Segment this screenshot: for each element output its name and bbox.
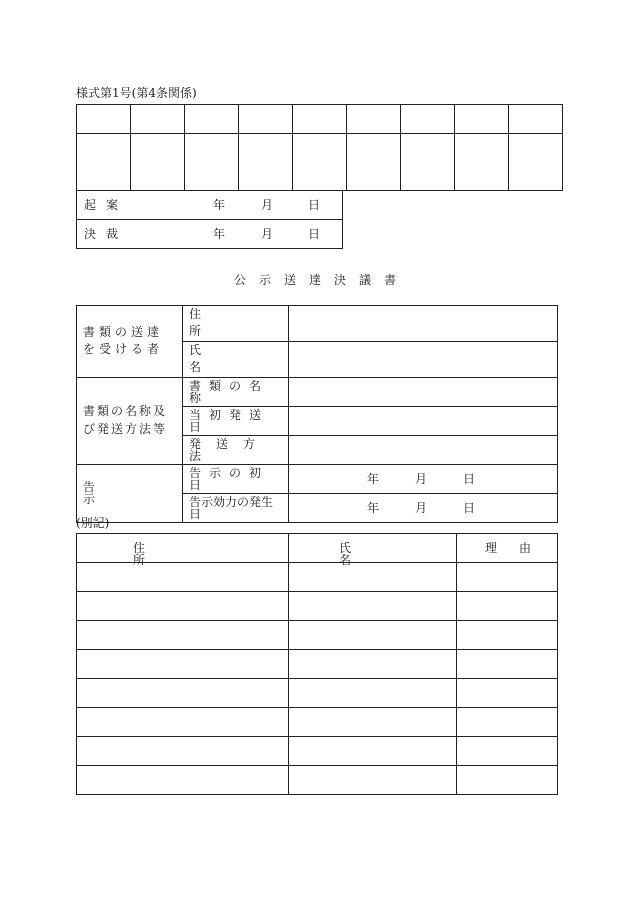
send-method-input[interactable] xyxy=(289,435,558,464)
stamp-cell[interactable] xyxy=(293,134,347,191)
stamp-cell[interactable] xyxy=(347,105,401,134)
stamp-cell[interactable] xyxy=(77,105,131,134)
name-cell[interactable] xyxy=(289,708,457,737)
name-cell[interactable] xyxy=(289,737,457,766)
notice-group-label: 告示 xyxy=(83,480,166,507)
address-cell[interactable] xyxy=(77,621,289,650)
reason-cell[interactable] xyxy=(457,766,558,795)
table-row xyxy=(77,592,558,621)
stamp-cell[interactable] xyxy=(239,134,293,191)
reason-cell[interactable] xyxy=(457,650,558,679)
stamp-cell[interactable] xyxy=(77,134,131,191)
recipient-group-cell xyxy=(77,306,183,378)
document-title: 公示送達決議書 xyxy=(233,273,409,287)
appendix-table xyxy=(76,533,558,795)
stamp-cell[interactable] xyxy=(131,105,185,134)
address-cell[interactable] xyxy=(77,766,289,795)
day-unit: 日 xyxy=(463,471,476,486)
header-address: 住所 xyxy=(77,534,289,563)
reason-cell[interactable] xyxy=(457,621,558,650)
approval-stamp-grid xyxy=(76,104,563,191)
address-cell[interactable] xyxy=(77,679,289,708)
table-row xyxy=(77,621,558,650)
table-row xyxy=(77,679,558,708)
stamp-cell[interactable] xyxy=(401,134,455,191)
address-cell[interactable] xyxy=(77,592,289,621)
notice-first-label: 告示の初日 xyxy=(189,465,270,492)
table-row xyxy=(77,737,558,766)
table-row xyxy=(77,766,558,795)
header-name: 氏名 xyxy=(289,534,457,563)
document-group-label: 書類の名称及び発送方法等 xyxy=(83,404,168,436)
table-row xyxy=(77,650,558,679)
send-method-label-cell xyxy=(183,435,289,464)
first-sent-label: 当初発送日 xyxy=(189,407,270,434)
name-cell[interactable] xyxy=(289,621,457,650)
stamp-cell[interactable] xyxy=(131,134,185,191)
year-unit: 年 xyxy=(367,471,380,486)
day-unit: 日 xyxy=(308,198,321,212)
recipient-group-label: 書類の送達を受ける者 xyxy=(83,324,164,357)
address-label-cell xyxy=(183,306,289,342)
address-cell[interactable] xyxy=(77,708,289,737)
decision-date-row[interactable] xyxy=(77,220,343,249)
stamp-cell[interactable] xyxy=(347,134,401,191)
reason-cell[interactable] xyxy=(457,679,558,708)
table-row xyxy=(77,708,558,737)
reason-cell[interactable] xyxy=(457,737,558,766)
draft-label: 起案 xyxy=(84,198,129,212)
name-cell[interactable] xyxy=(289,592,457,621)
reason-cell[interactable] xyxy=(457,708,558,737)
address-input[interactable] xyxy=(289,306,558,342)
doc-name-label-cell xyxy=(183,377,289,406)
notice-first-date-input[interactable] xyxy=(289,464,558,493)
draft-date-row[interactable] xyxy=(77,191,343,220)
name-cell[interactable] xyxy=(289,679,457,708)
notice-effective-date-input[interactable] xyxy=(289,493,558,522)
address-cell[interactable] xyxy=(77,737,289,766)
form-number-label: 様式第1号(第4条関係) xyxy=(76,86,197,100)
doc-name-input[interactable] xyxy=(289,377,558,406)
doc-name-label: 書類の名称 xyxy=(189,378,270,405)
stamp-cell[interactable] xyxy=(239,105,293,134)
stamp-cell[interactable] xyxy=(455,105,509,134)
header-reason: 理由 xyxy=(457,534,558,563)
year-unit: 年 xyxy=(367,500,380,515)
name-input[interactable] xyxy=(289,341,558,377)
main-form-table xyxy=(76,305,558,523)
first-sent-label-cell xyxy=(183,406,289,435)
reason-cell[interactable] xyxy=(457,563,558,592)
notice-effective-label: 告示効力の発生日 xyxy=(189,494,274,521)
stamp-cell[interactable] xyxy=(185,105,239,134)
month-unit: 月 xyxy=(261,198,274,212)
first-sent-input[interactable] xyxy=(289,406,558,435)
stamp-cell[interactable] xyxy=(293,105,347,134)
day-unit: 日 xyxy=(463,500,476,515)
reason-cell[interactable] xyxy=(457,592,558,621)
stamp-cell[interactable] xyxy=(185,134,239,191)
send-method-label: 発送方法 xyxy=(189,436,271,463)
day-unit: 日 xyxy=(308,227,321,241)
month-unit: 月 xyxy=(415,500,428,515)
stamp-cell[interactable] xyxy=(509,105,563,134)
name-label: 氏名 xyxy=(189,342,270,375)
year-unit: 年 xyxy=(213,198,226,212)
appendix-label: (別記) xyxy=(76,516,110,530)
approval-dates-table xyxy=(76,190,343,249)
name-label-cell xyxy=(183,341,289,377)
name-cell[interactable] xyxy=(289,766,457,795)
stamp-cell[interactable] xyxy=(401,105,455,134)
month-unit: 月 xyxy=(415,471,428,486)
year-unit: 年 xyxy=(213,227,226,241)
notice-first-label-cell xyxy=(183,464,289,493)
decision-label: 決裁 xyxy=(84,227,129,241)
stamp-cell[interactable] xyxy=(509,134,563,191)
notice-effective-label-cell xyxy=(183,493,289,522)
stamp-cell[interactable] xyxy=(455,134,509,191)
name-cell[interactable] xyxy=(289,650,457,679)
document-group-cell xyxy=(77,377,183,464)
address-label: 住所 xyxy=(189,307,270,339)
address-cell[interactable] xyxy=(77,650,289,679)
month-unit: 月 xyxy=(261,227,274,241)
